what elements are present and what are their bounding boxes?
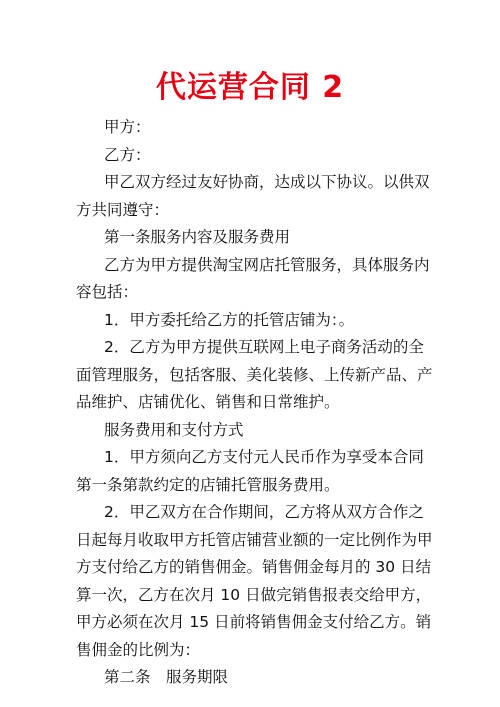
paragraph-party-b: 乙方： — [104, 145, 151, 164]
paragraph-fees-heading: 服务费用和支付方式 — [104, 420, 244, 439]
paragraph-article-2-heading: 第二条 服务期限 — [104, 668, 229, 686]
paragraph-service-content: 乙方为甲方提供淘宝网店托管服务，具体服务内容包括： — [76, 255, 430, 301]
paragraph-fee-item-2: 2．甲乙双方在合作期间，乙方将从双方合作之日起每月收取甲方托管店铺营业额的一定比例作为甲方支付给乙方的销售佣金。销售佣金每月的 30 日结算一次，乙方在次月 10 日做完销售报表交给甲方，甲方必须在次月 15 日前将销售佣金支付给乙方。销售佣金的比例为： — [76, 503, 433, 659]
paragraph-item-1: 1．甲方委托给乙方的托管店铺为：。 — [104, 310, 355, 329]
paragraph-article-1-heading: 第一条服务内容及服务费用 — [104, 228, 291, 246]
paragraph-fee-item-1: 1．甲方须向乙方支付元人民币作为享受本合同第一条第款约定的店铺托管服务费用。 — [76, 448, 424, 494]
paragraph-item-2: 2．乙方为甲方提供互联网上电子商务活动的全面管理服务，包括客服、美化装修、上传新产品、产品维护、店铺优化、销售和日常维护。 — [76, 338, 433, 411]
document-title: 代运营合同 2 — [155, 70, 345, 105]
paragraph-agreement-intro: 甲乙双方经过友好协商，达成以下协议。以供双方共同遵守： — [76, 173, 430, 219]
paragraph-party-a: 甲方： — [104, 118, 151, 136]
document-body — [76, 114, 436, 692]
